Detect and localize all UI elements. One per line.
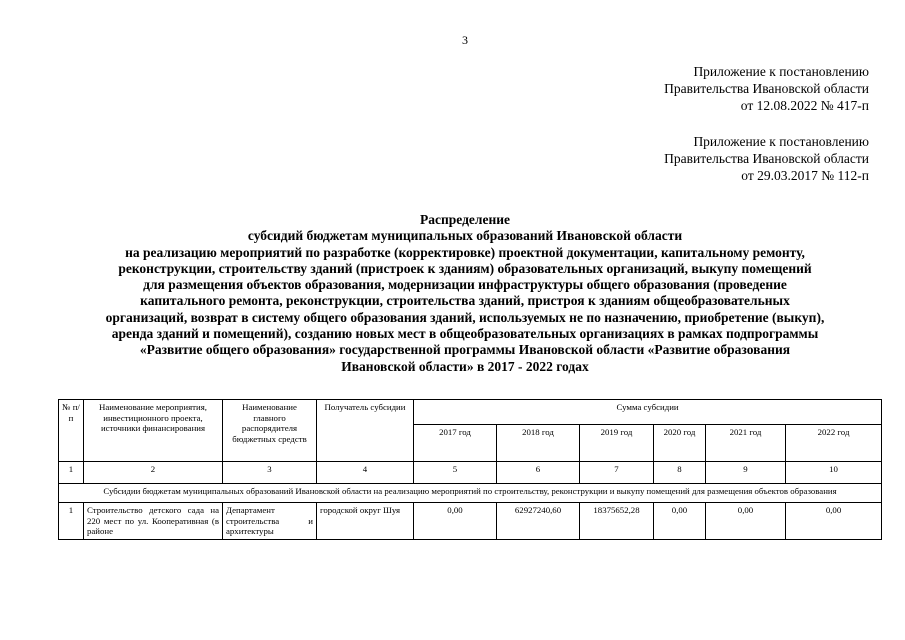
table-header-row [59,400,882,425]
title-line: капитального ремонта, реконструкции, строительства зданий, пристроя к зданиям общеобразовательных [140,293,790,309]
appendix-current-line2: Правительства Ивановской области [664,81,869,96]
header-year: 2018 год [497,425,580,462]
header-year: 2022 год [786,425,882,462]
index-cell: 10 [786,462,882,484]
header-admin: Наименование главного распорядителя бюджетных средств [223,400,317,462]
row-event: Строительство детского сада на 220 мест по ул. Кооперативная (в районе [84,503,223,540]
title-line: Распределение [419,212,511,227]
table-index-row [59,462,882,484]
row-value: 18375652,28 [580,503,654,540]
appendix-current-line1: Приложение к постановлению [693,64,869,79]
title-line: на реализацию мероприятий по разработке (корректировке) проектной документации, капитальному ремонту, [125,244,805,260]
header-num: № п/п [59,400,84,462]
index-cell: 2 [84,462,223,484]
row-value: 0,00 [414,503,497,540]
appendix-original-line1: Приложение к постановлению [693,134,869,149]
row-recipient: городской округ Шуя [317,503,414,540]
title-line: Ивановской области» в 2017 - 2022 годах [341,358,589,374]
appendix-original-line2: Правительства Ивановской области [664,151,869,166]
title-line: субсидий бюджетам муниципальных образований Ивановской области [247,228,683,244]
subsidy-table [58,399,882,540]
index-cell: 8 [654,462,706,484]
index-cell: 6 [497,462,580,484]
appendix-original [664,133,869,184]
row-value: 0,00 [654,503,706,540]
index-cell: 7 [580,462,654,484]
header-sum: Сумма субсидии [414,400,882,425]
row-num: 1 [59,503,84,540]
section-title: Субсидии бюджетам муниципальных образований Ивановской области на реализацию мероприятий по строительству, реконструкции и выкупу помещений для размещения объектов образования [59,484,882,503]
table-section-row [59,484,882,503]
title-line: реконструкции, строительству зданий (пристроек к зданиям) образовательных организаций, выкупу помещений [118,260,812,276]
table-row [59,503,882,540]
appendix-current [664,63,869,114]
header-event: Наименование мероприятия, инвестиционного проекта, источники финансирования [84,400,223,462]
row-value: 0,00 [786,503,882,540]
index-cell: 9 [706,462,786,484]
header-year: 2021 год [706,425,786,462]
document-title [48,212,882,375]
index-cell: 3 [223,462,317,484]
header-recipient: Получатель субсидии [317,400,414,462]
title-line: для размещения объектов образования, модернизации инфраструктуры общего образования (проведение [143,277,787,293]
appendix-current-line3: от 12.08.2022 № 417-п [740,98,869,113]
index-cell: 5 [414,462,497,484]
header-year: 2020 год [654,425,706,462]
title-line: «Развитие общего образования» государственной программы Ивановской области «Развитие образования [139,342,791,358]
row-admin: Департамент строительства и архитектуры [223,503,317,540]
page-number: 3 [462,33,468,47]
row-value: 62927240,60 [497,503,580,540]
appendix-original-line3: от 29.03.2017 № 112-п [741,168,869,183]
index-cell: 4 [317,462,414,484]
title-line: организаций, возврат в систему общего образования зданий, используемых не по назначению, приобретение (выкуп), [105,309,825,325]
header-year: 2017 год [414,425,497,462]
row-value: 0,00 [706,503,786,540]
header-year: 2019 год [580,425,654,462]
title-line: аренда зданий и помещений), созданию новых мест в общеобразовательных организациях в рамках подпрограммы [111,326,819,342]
index-cell: 1 [59,462,84,484]
